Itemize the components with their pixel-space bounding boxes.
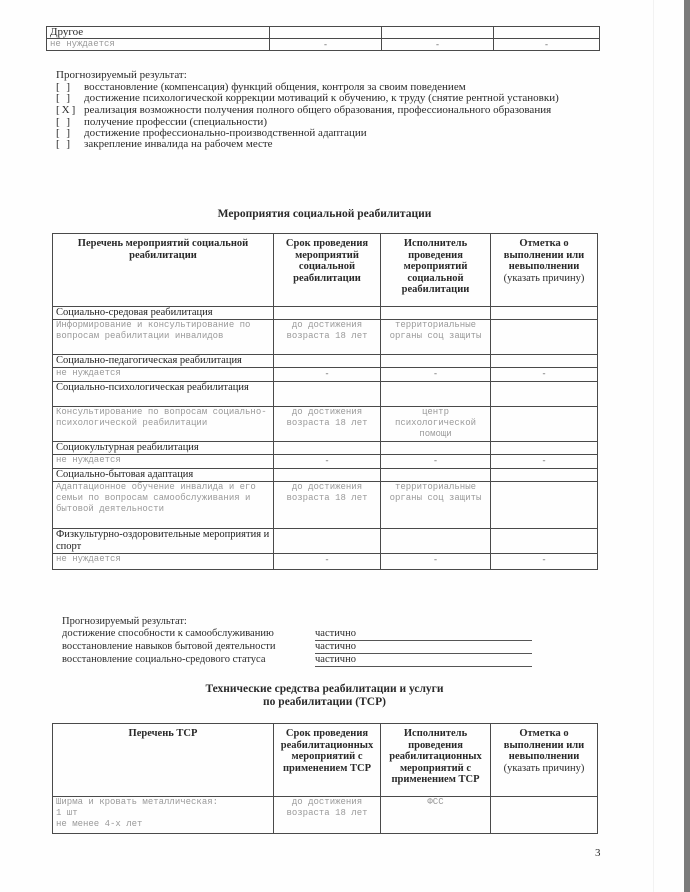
forecast-row: достижение способности к самообслуживанию частично: [62, 628, 532, 641]
table-row: Адаптационное обучение инвалида и его семьи по вопросам самообслуживания и бытовой деятельности до достижения возраста 18 лет территориальные органы соц защиты: [53, 482, 598, 529]
checklist-item: [ ] восстановление (компенсация) функций общения, контроля за своим поведением: [56, 81, 466, 93]
executor-cell: ФСС: [381, 797, 491, 834]
header-mark: Отметка о выполнении или невыполнении (указать причину): [491, 724, 598, 797]
other-table: [46, 26, 600, 51]
checklist-item: [ ] достижение профессионально-производственной адаптации: [56, 126, 367, 139]
category-row: Социально-средовая реабилитация: [53, 307, 598, 320]
mark-cell: -: [494, 39, 600, 51]
header-row: [53, 724, 598, 797]
category-row: Социально-педагогическая реабилитация: [53, 355, 598, 368]
category-row: [47, 27, 600, 39]
checklist-item: [ ] достижение психологической коррекции мотиваций к обучению, к труду (снятие рентной установки): [56, 92, 559, 105]
header-term: Срок проведения мероприятий социальной реабилитации: [274, 234, 381, 307]
category-row: Физкультурно-оздоровительные мероприятия и спорт: [53, 529, 598, 554]
checklist-item: [ ] получение профессии (специальности): [56, 115, 267, 128]
checklist-item: [ ] закрепление инвалида на рабочем месте: [56, 138, 273, 151]
checkbox: [ ]: [56, 92, 73, 105]
item-cell: Ширма и кровать металлическая: 1 шт не менее 4-х лет: [53, 797, 274, 834]
forecast-value: частично: [315, 641, 532, 654]
forecast-row: восстановление навыков бытовой деятельности частично: [62, 641, 532, 654]
forecast-row: восстановление социально-средового статуса частично: [62, 654, 532, 667]
category-row: Социокультурная реабилитация: [53, 442, 598, 455]
header-list: Перечень ТСР: [53, 724, 274, 797]
table-row: не нуждается - - -: [53, 554, 598, 570]
scrollbar[interactable]: [684, 0, 690, 892]
executor-cell: -: [382, 39, 494, 51]
header-list: Перечень мероприятий социальной реабилитации: [53, 234, 274, 307]
tsr-title: Технические средства реабилитации и услуги по реабилитации (ТСР): [205, 683, 444, 708]
table-row: Информирование и консультирование по вопросам реабилитации инвалидов до достижения возраста 18 лет территориальные органы соц защиты: [53, 320, 598, 355]
checklist-item: [X] реализация возможности получения полного общего образования, профессионального образования: [56, 104, 552, 117]
social-rehab-title: Мероприятия социальной реабилитации: [217, 208, 432, 220]
tsr-table: [52, 723, 598, 834]
table-row: не нуждается - - -: [53, 368, 598, 382]
item-cell: не нуждается: [47, 39, 270, 51]
category-label: Другое: [47, 27, 270, 39]
table-row: [47, 39, 600, 51]
page-edge: [653, 0, 654, 892]
category-row: Социально-бытовая адаптация: [53, 469, 598, 482]
term-cell: до достижения возраста 18 лет: [274, 797, 381, 834]
social-rehab-table: [52, 233, 598, 570]
forecast-value: частично: [315, 654, 532, 667]
table-row: [53, 797, 598, 834]
checkbox-checked: [X]: [56, 104, 78, 117]
header-term: Срок проведения реабилитационных мероприятий с применением ТСР: [274, 724, 381, 797]
forecast-results: [62, 616, 532, 667]
forecast-value: частично: [315, 628, 532, 641]
table-row: не нуждается - - -: [53, 455, 598, 469]
page-number: 3: [595, 847, 601, 859]
checkbox: [ ]: [56, 138, 73, 151]
forecast-label: Прогнозируемый результат:: [56, 69, 187, 81]
mark-cell: [491, 797, 598, 834]
header-executor: Исполнитель проведения мероприятий социальной реабилитации: [381, 234, 491, 307]
checkbox: [ ]: [56, 115, 73, 128]
checkbox: [ ]: [56, 126, 73, 139]
forecast-label: Прогнозируемый результат:: [62, 616, 187, 627]
header-mark: Отметка о выполнении или невыполнении (указать причину): [491, 234, 598, 307]
table-row: Консультирование по вопросам социально-психологической реабилитации до достижения возраста 18 лет центр психологической помощи: [53, 407, 598, 442]
category-row: Социально-психологическая реабилитация: [53, 382, 598, 407]
header-executor: Исполнитель проведения реабилитационных мероприятий с применением ТСР: [381, 724, 491, 797]
header-row: [53, 234, 598, 307]
checkbox: [ ]: [56, 81, 73, 93]
term-cell: -: [270, 39, 382, 51]
forecast-checklist: [56, 82, 576, 150]
